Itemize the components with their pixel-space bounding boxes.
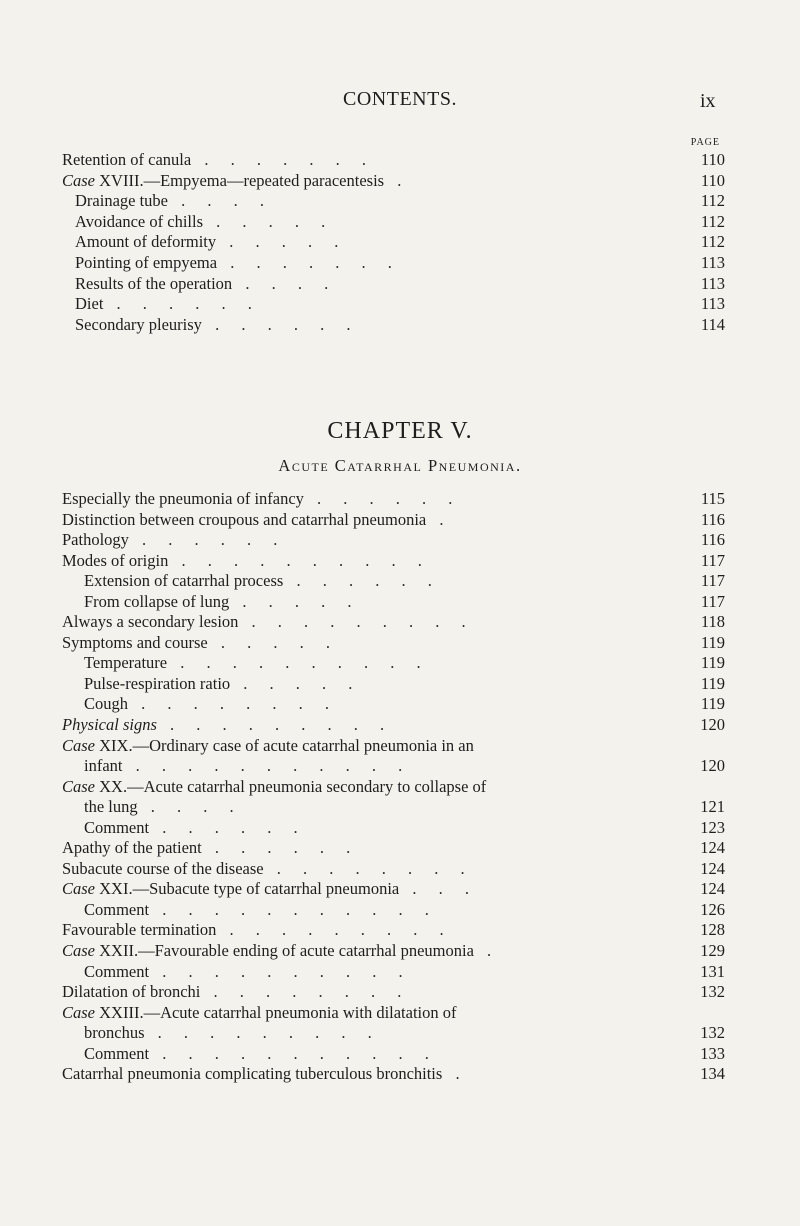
entry-text: Catarrhal pneumonia complicating tuberculous bronchitis: [62, 1064, 443, 1084]
chapter-subtitle: Acute Catarrhal Pneumonia.: [278, 456, 522, 475]
toc-entry: [0, 756, 800, 777]
toc-entry-title: [75, 315, 359, 336]
toc-entry-page: 123: [700, 817, 725, 837]
case-prefix: Case: [62, 879, 100, 899]
toc-entry-page: 110: [700, 150, 725, 169]
toc-entry-page: 119: [700, 632, 725, 652]
toc-entry-title: [84, 653, 430, 674]
dot-leader: . . . . . .: [201, 838, 360, 858]
toc-entry: [0, 510, 800, 531]
dot-leader: . . . . . .: [128, 530, 287, 550]
entry-text: Temperature: [84, 653, 168, 673]
toc-entry-title: [84, 674, 361, 695]
toc-entry: [0, 571, 800, 592]
toc-entry: [0, 253, 800, 274]
toc-entry-page: 113: [700, 252, 725, 272]
toc-entry-title: [62, 879, 478, 900]
toc-entry: [0, 592, 800, 613]
toc-entry: [0, 859, 800, 880]
toc-entry-page: 128: [700, 920, 725, 940]
toc-entry: [0, 171, 800, 192]
toc-entry-page: 131: [700, 961, 725, 981]
dot-leader: .: [442, 1064, 469, 1084]
dot-leader: . . . . . . . . .: [238, 612, 475, 632]
entry-text: Dilatation of bronchi: [62, 982, 201, 1002]
entry-text: Pointing of empyema: [75, 252, 218, 272]
entry-text: XIX.—Ordinary case of acute catarrhal pneumonia in an: [99, 735, 474, 755]
entry-text: Avoidance of chills: [75, 211, 203, 231]
toc-entry-page: 113: [700, 273, 725, 293]
toc-entry: [0, 274, 800, 295]
toc-entry: [0, 694, 800, 715]
toc-entry-title: [62, 1003, 457, 1024]
entry-text: infant: [84, 756, 123, 776]
entry-text: Retention of canula: [62, 150, 192, 169]
dot-leader: . . .: [399, 879, 478, 899]
toc-entry-title: [62, 510, 453, 531]
toc-entry: [0, 653, 800, 674]
toc-entry-title: [84, 797, 243, 818]
toc-entry-page: 124: [700, 838, 725, 858]
toc-entry-page: 116: [700, 530, 725, 550]
case-prefix: Case: [62, 941, 100, 961]
dot-leader: . . . .: [232, 273, 338, 293]
dot-leader: . . . . . . . . . .: [149, 961, 412, 981]
toc-entry-page: 112: [700, 232, 725, 252]
toc-entry-title: [62, 1064, 469, 1085]
toc-entry-page: 132: [700, 1023, 725, 1043]
toc-entry-title: [84, 571, 441, 592]
dot-leader: . . . . .: [229, 591, 361, 611]
dot-leader: . . . . . . .: [191, 150, 375, 169]
toc-entry: [0, 920, 800, 941]
entry-text: Comment: [84, 1043, 150, 1063]
entry-text: From collapse of lung: [84, 591, 230, 611]
entry-text: Pulse-respiration ratio: [84, 673, 231, 693]
toc-entry: [0, 962, 800, 983]
entry-text: Distinction between croupous and catarrhal pneumonia: [62, 509, 427, 529]
entry-text: Favourable termination: [62, 920, 217, 940]
dot-leader: .: [473, 941, 501, 961]
toc-section-one: [0, 150, 800, 335]
case-prefix: Case: [62, 1002, 100, 1022]
dot-leader: . . . . . . . .: [263, 858, 474, 878]
entry-text: Cough: [84, 694, 129, 714]
toc-entry-title: [62, 982, 410, 1003]
toc-entry-title: [62, 530, 286, 551]
dot-leader: . . . . . .: [149, 817, 307, 837]
dot-leader: . . . . .: [203, 211, 335, 231]
entry-text: Diet: [75, 294, 104, 314]
dot-leader: . . . . .: [230, 673, 362, 693]
toc-entry: [0, 232, 800, 253]
toc-entry-page: 118: [700, 612, 725, 632]
toc-entry-title: [62, 150, 375, 171]
page-number: ix: [700, 90, 716, 112]
toc-entry: [0, 797, 800, 818]
dot-leader: .: [426, 509, 453, 529]
dot-leader: . . . . . . . . . .: [168, 550, 431, 570]
dot-leader: . . . . .: [207, 632, 339, 652]
entry-text: Comment: [84, 961, 150, 981]
dot-leader: .: [384, 170, 411, 190]
toc-entry-title: [62, 941, 500, 962]
dot-leader: . . . . . . . . . .: [167, 653, 430, 673]
entry-text: Amount of deformity: [75, 232, 217, 252]
dot-leader: . . . . . . . . . . .: [149, 899, 438, 919]
toc-entry-page: 133: [700, 1043, 725, 1063]
dot-leader: . . . . . . . . . . .: [122, 756, 412, 776]
toc-entry: [0, 879, 800, 900]
toc-entry: [0, 674, 800, 695]
toc-entry-title: [62, 715, 393, 736]
toc-entry: [0, 633, 800, 654]
toc-entry: [0, 530, 800, 551]
chapter-title: CHAPTER V.: [327, 418, 473, 444]
toc-entry-page: 116: [700, 509, 725, 529]
toc-entry-page: 115: [700, 489, 725, 508]
toc-entry-page: 117: [700, 571, 725, 591]
toc-entry-page: 119: [700, 673, 725, 693]
toc-entry-title: [62, 633, 339, 654]
toc-entry-page: 124: [700, 879, 725, 899]
toc-entry: [0, 982, 800, 1003]
running-title: CONTENTS.: [343, 88, 457, 110]
toc-entry-page: 113: [700, 294, 725, 314]
dot-leader: . . . . . . . .: [200, 982, 411, 1002]
toc-entry: [0, 551, 800, 572]
toc-entry: [0, 1064, 800, 1085]
toc-section-two: [0, 489, 800, 1085]
entry-text: XXIII.—Acute catarrhal pneumonia with dilatation of: [99, 1002, 457, 1022]
dot-leader: . . . .: [168, 191, 273, 211]
toc-entry-title: [84, 756, 411, 777]
toc-entry-title: [75, 212, 334, 233]
dot-leader: . . . . . .: [283, 571, 441, 591]
entry-text: Drainage tube: [75, 191, 168, 211]
toc-entry-page: 112: [700, 211, 725, 231]
dot-leader: . . . . . .: [201, 314, 360, 334]
dot-leader: . . . . . .: [303, 489, 462, 508]
toc-entry: [0, 294, 800, 315]
toc-entry: [0, 818, 800, 839]
dot-leader: . . . . . . . . .: [156, 715, 394, 735]
toc-entry-page: 134: [700, 1064, 725, 1084]
toc-entry-title: [84, 592, 361, 613]
dot-leader: . . . . . . . . .: [216, 920, 453, 940]
toc-entry-title: [84, 900, 438, 921]
entry-text: Apathy of the patient: [62, 838, 202, 858]
toc-entry-title: [84, 962, 412, 983]
entry-text: Results of the operation: [75, 273, 233, 293]
toc-entry-title: [62, 489, 461, 510]
toc-entry-page: 132: [700, 982, 725, 1002]
toc-entry-title: [62, 859, 474, 880]
dot-leader: . . . .: [137, 797, 243, 817]
toc-entry-title: [62, 171, 410, 192]
toc-entry-title: [84, 1044, 438, 1065]
toc-entry: [0, 315, 800, 336]
entry-text: Modes of origin: [62, 550, 169, 570]
toc-entry-title: [62, 777, 486, 798]
toc-entry-title: [62, 551, 431, 572]
entry-text: Pathology: [62, 530, 129, 550]
running-head: [0, 88, 800, 118]
entry-text: Symptoms and course: [62, 632, 208, 652]
entry-text: Comment: [84, 899, 150, 919]
entry-text: XVIII.—Empyema—repeated paracentesis: [99, 170, 385, 190]
dot-leader: . . . . .: [216, 232, 348, 252]
entry-text: the lung: [84, 797, 138, 817]
toc-entry-title: [75, 274, 337, 295]
case-prefix: Case: [62, 776, 100, 796]
dot-leader: . . . . . . . . .: [144, 1023, 381, 1043]
toc-entry-title: [75, 294, 261, 315]
toc-entry: [0, 612, 800, 633]
page-column-label: PAGE: [690, 137, 720, 148]
toc-entry-title: [75, 253, 401, 274]
toc-entry: [0, 1044, 800, 1065]
toc-entry-title: [75, 232, 347, 253]
toc-entry-page: 110: [700, 170, 725, 190]
toc-entry: [0, 150, 800, 171]
toc-entry-title: [84, 1023, 381, 1044]
toc-entry: [0, 777, 800, 798]
toc-entry: [0, 941, 800, 962]
toc-entry-page: 117: [700, 591, 725, 611]
toc-entry-title: [84, 818, 307, 839]
toc-entry: [0, 736, 800, 757]
dot-leader: . . . . . . .: [217, 252, 401, 272]
toc-entry: [0, 1003, 800, 1024]
toc-entry-page: 126: [700, 899, 725, 919]
toc-entry: [0, 900, 800, 921]
toc-entry: [0, 212, 800, 233]
toc-entry-page: 119: [700, 653, 725, 673]
toc-entry: [0, 838, 800, 859]
entry-text: XX.—Acute catarrhal pneumonia secondary to collapse of: [99, 776, 487, 796]
dot-leader: . . . . . . . . . . .: [149, 1043, 438, 1063]
entry-text: XXI.—Subacute type of catarrhal pneumonia: [99, 879, 400, 899]
toc-entry-page: 112: [700, 191, 725, 211]
toc-entry-title: [62, 838, 359, 859]
toc-entry-title: [75, 191, 273, 212]
toc-entry-page: 129: [700, 941, 725, 961]
entry-text: Physical signs: [62, 715, 157, 735]
toc-entry-title: [84, 694, 338, 715]
toc-entry-title: [62, 736, 474, 757]
dot-leader: . . . . . . . .: [128, 694, 339, 714]
entry-text: Subacute course of the disease: [62, 858, 264, 878]
entry-text: Comment: [84, 817, 150, 837]
toc-entry-page: 119: [700, 694, 725, 714]
toc-entry: [0, 191, 800, 212]
toc-entry-page: 114: [700, 314, 725, 334]
toc-entry: [0, 489, 800, 510]
case-prefix: Case: [62, 735, 100, 755]
dot-leader: . . . . . .: [103, 294, 261, 314]
toc-entry-page: 124: [700, 858, 725, 878]
case-prefix: Case: [62, 170, 100, 190]
entry-text: Secondary pleurisy: [75, 314, 202, 334]
entry-text: Always a secondary lesion: [62, 612, 239, 632]
toc-entry: [0, 715, 800, 736]
toc-entry-title: [62, 612, 475, 633]
entry-text: Especially the pneumonia of infancy: [62, 489, 304, 508]
toc-entry-title: [62, 920, 453, 941]
toc-entry: [0, 1023, 800, 1044]
entry-text: XXII.—Favourable ending of acute catarrhal pneumonia: [99, 941, 474, 961]
toc-entry-page: 120: [700, 715, 725, 735]
entry-text: bronchus: [84, 1023, 145, 1043]
toc-entry-page: 121: [700, 797, 725, 817]
toc-entry-page: 117: [700, 550, 725, 570]
toc-entry-page: 120: [700, 756, 725, 776]
entry-text: Extension of catarrhal process: [84, 571, 284, 591]
